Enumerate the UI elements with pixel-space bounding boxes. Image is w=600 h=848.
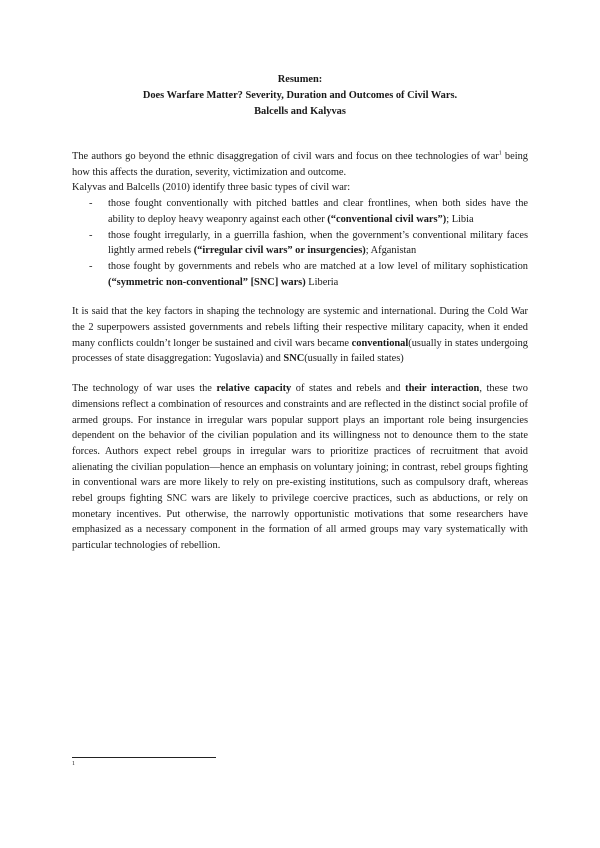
bold-term: relative capacity <box>216 383 292 395</box>
paper-title: Does Warfare Matter? Severity, Duration and Outcomes of Civil Wars. <box>142 90 458 101</box>
title-block <box>72 72 528 120</box>
bold-term: (“conventional civil wars”) <box>327 213 447 225</box>
bold-term: conventional <box>351 337 409 349</box>
list-dash: - <box>89 198 93 210</box>
list-dash: - <box>89 260 93 272</box>
intro-line-2: Kalyvas and Balcells (2010) identify three basic types of civil war: <box>72 182 351 194</box>
list-item: - those fought conventionally with pitched battles and clear frontlines, when both sides have the ability to deploy heavy weaponry against each other (“conventional civil wars”); Libia <box>89 198 528 225</box>
list-dash: - <box>89 229 93 241</box>
footnote <box>72 763 75 771</box>
intro-paragraph: The authors go beyond the ethnic disaggregation of civil wars and focus on thee technologies of war$^1$ being how this affects the duration, severity, victimization and outcome. <box>72 150 528 178</box>
footnote-marker: 1 <box>72 761 75 767</box>
list-item: - those fought by governments and rebels who are matched at a low level of military sophistication (“symmetric non-conventional” [SNC] wars) Liberia <box>89 260 528 288</box>
paper-authors: Balcells and Kalyvas <box>254 106 346 117</box>
footnote-ref[interactable]: 1 <box>498 150 502 157</box>
footnote-separator <box>72 757 216 758</box>
bold-term: (“symmetric non-conventional” [SNC] wars) <box>108 276 306 288</box>
bold-term: SNC <box>283 353 305 365</box>
technology-paragraph: The technology of war uses the relative capacity of states and rebels and their interaction, these two dimensions reflect a combination of resources and constraints and are reflected in the distinct social profile of armed groups. For instance in irregular wars popular support plays an important role being insurgencies dependent on the behavior of the civilian population and its willingness not to denounce them to the state forces. Authors expect rebel groups in irregular wars to prioritize practices of recruitment that avoid alienating the civilian population—hence an emphasis on voluntary joining; in contrast, rebel groups fighting in conventional wars are more likely to rely on pre-existing institutions, such as compulsory draft, whereas rebel groups fighting SNC wars are likely to privilege coercive practices, such as abductions, or rely on monetary incentives. Put otherwise, the narrowly opportunistic motivations that some researchers have emphasized as a necessary component in the formation of all armed groups may vary systematically with particular technologies of rebellion. <box>72 383 528 552</box>
bold-term: their interaction <box>405 383 480 395</box>
bold-term: (“irregular civil wars” or insurgencies) <box>193 245 366 257</box>
document-page <box>72 72 528 554</box>
summary-label: Resumen: <box>277 74 323 85</box>
war-types-list <box>72 196 528 290</box>
list-item: - those fought irregularly, in a guerrilla fashion, when the government’s conventional military faces lightly armed rebels (“irregular civil wars” or insurgencies); Afganistan <box>89 229 528 257</box>
cold-war-paragraph: It is said that the key factors in shaping the technology are systemic and international. During the Cold War the 2 superpowers assisted governments and rebels lifting their respective military capacity, when it ended many conflicts couldn’t longer be sustained and civil wars became conventional(usually in states undergoing processes of state disaggregation: Yugoslavia) and SNC(usually in failed states) <box>72 306 528 365</box>
